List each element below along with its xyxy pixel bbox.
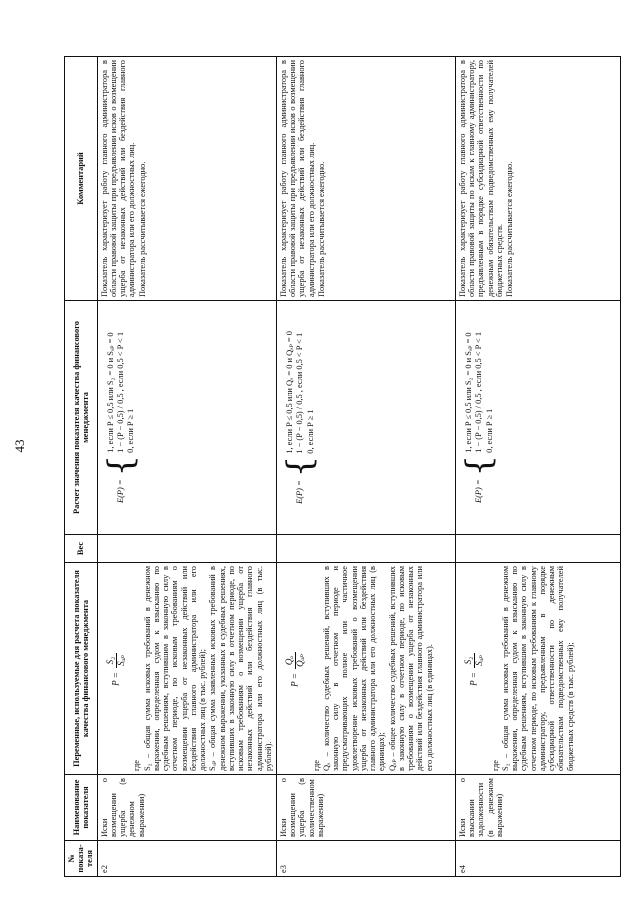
- row-vars: [456, 563, 621, 775]
- piecewise-formula: [100, 304, 141, 531]
- formula-denominator: Qₐₚ: [294, 654, 305, 667]
- row-vars: [97, 563, 276, 775]
- row-weight: [456, 535, 621, 563]
- row-vars: [277, 563, 456, 775]
- row-comment: [97, 57, 276, 301]
- calc-lhs: E(P) =: [474, 479, 484, 504]
- row-comment: [277, 57, 456, 301]
- formula-cases: [284, 331, 316, 454]
- table-row: [97, 57, 276, 877]
- row-calc: [277, 301, 456, 535]
- comment-text: Показатель характеризует работу главного администратора в области правовой защиты по искам к главному администратору, предъявленным в порядке субсидиарной ответственности по денежным обязательствам подведомственных ему получателей бюджетных средств.: [458, 60, 504, 297]
- header-row: [65, 57, 98, 877]
- variable-definition: Sₐₚ – общая сумма заявленных исковых требований в денежном выражении, указанных в судебных решениях, вступивших в законную силу в отчетном периоде, по исковым требованиям о возмещении ущерба от незаконных действий или бездействия главного администратора или его должностных лиц (в тыс. рублей).: [208, 566, 273, 771]
- row-calc: [456, 301, 621, 535]
- calc-case: 0, если P ≥ 1: [126, 408, 136, 453]
- variable-definition: S₂ – общая сумма исковых требований в денежном выражении, определенная судом к взысканию по судебным решениям, вступившим в законную силу в отчетном периоде, по исковым требованиям к главному администратору, предъявленным в порядке субсидиарной ответственности по денежным обязательствам подведомственных ему получателей бюджетных средств (в тыс. рублей);: [501, 566, 575, 771]
- variable-definition: Qₐ – количество судебных решений, вступивших в законную силу в отчетном периоде и предусматривающих полное или частичное удовлетворение исковых требований о возмещении ущерба от незаконных действий или бездействия главного администратора или его должностных лиц (в единицах);: [322, 566, 387, 771]
- page-number: 43: [12, 439, 27, 453]
- formula-denominator: Sₐₚ: [473, 655, 484, 666]
- where-label: где: [490, 760, 500, 771]
- row-calc: [97, 301, 276, 535]
- row-id: е4: [456, 841, 621, 877]
- formula-numerator: S₂: [464, 653, 475, 668]
- calc-lhs: E(P) =: [116, 479, 126, 504]
- calc-case: 1 − (P − 0,5) / 0,5 , если 0,5 < P < 1: [295, 332, 305, 454]
- header-name: Наименование показателя: [65, 775, 98, 841]
- header-num: № показа-теля: [65, 841, 98, 877]
- calc-case: 1, если P ≤ 0,5 или S₂ = 0 и Sₐₚ = 0: [464, 332, 474, 453]
- brace-symbol: {: [100, 454, 141, 477]
- variable-definition: S₂ – общая сумма исковых требований в денежном выражении, определенная судом к взысканию по судебным решениям, вступившим в законную силу в отчетном периоде, по исковым требованиям о возмещении ущерба от незаконных действий или бездействия главного администратора или его должностных лиц (в тыс. рублей);: [142, 566, 208, 771]
- header-weight: Вес: [65, 535, 98, 563]
- row-id: е2: [97, 841, 276, 877]
- formula-lhs: P =: [289, 673, 300, 687]
- brace-symbol: {: [459, 454, 499, 477]
- calc-case: 1 − (P − 0,5) / 0,5 , если 0,5 < P < 1: [474, 331, 484, 453]
- comment-frequency: Показатель рассчитывается ежегодно.: [505, 161, 515, 297]
- comment-frequency: Показатель рассчитывается ежегодно.: [316, 161, 326, 297]
- formula-lhs: P =: [110, 672, 121, 686]
- header-vars: Переменные, используемые для расчета показателя качества финансового менеджмента: [65, 563, 98, 775]
- formula-lhs: P =: [468, 672, 479, 686]
- row-weight: [97, 535, 276, 563]
- formula-numerator: S₂: [106, 653, 117, 668]
- ratio-formula: [464, 566, 485, 771]
- row-name: Иски о возмещении ущерба (в денежном выражении): [97, 775, 276, 841]
- row-weight: [277, 535, 456, 563]
- calc-case: 1, если P ≤ 0,5 или Qₐ = 0 и Qₐₚ = 0: [285, 331, 295, 454]
- formula-denominator: Sₐₚ: [115, 655, 126, 666]
- piecewise-formula: [459, 304, 499, 531]
- calc-case: 1, если P ≤ 0,5 или S₂ = 0 и Sₐₚ = 0: [105, 332, 115, 453]
- formula-fraction: [285, 652, 306, 669]
- comment-text: Показатель характеризует работу главного администратора в области правовой защиты при предъявлении исков о возмещении ущерба от незаконных действий или бездействия главного администратора или его должностных лиц.: [99, 60, 137, 297]
- formula-fraction: [106, 653, 127, 668]
- calc-case: 1 − (P − 0,5) / 0,5 , если 0,5 < P < 1: [116, 331, 126, 453]
- comment-text: Показатель характеризует работу главного администратора в области правовой защиты при предъявлении исков о возмещении ущерба от незаконных действий или бездействия главного администратора или его должностных лиц.: [279, 60, 316, 297]
- table-row: [277, 57, 456, 877]
- row-id: е3: [277, 841, 456, 877]
- formula-cases: [463, 332, 495, 453]
- row-name: Иски о взыскании задолженности (в денежном выражении): [456, 775, 621, 841]
- calc-case: 0, если P ≥ 1: [305, 409, 315, 454]
- header-calc: Расчет значения показателя качества финансового менеджмента: [65, 301, 98, 535]
- where-label: где: [311, 760, 321, 771]
- table-row: [456, 57, 621, 877]
- header-comment: Комментарий: [65, 57, 98, 301]
- indicator-table: [64, 56, 621, 877]
- ratio-formula: [106, 566, 127, 771]
- calc-lhs: E(P) =: [295, 480, 305, 504]
- piecewise-formula: [280, 304, 320, 531]
- brace-symbol: {: [280, 455, 320, 478]
- formula-numerator: Qₐ: [285, 652, 296, 669]
- ratio-formula: [285, 566, 306, 771]
- where-label: где: [132, 760, 142, 771]
- row-name: Иски о возмещении ущерба (в количественном выражении): [277, 775, 456, 841]
- row-comment: [456, 57, 621, 301]
- calc-case: 0, если P ≥ 1: [484, 408, 494, 453]
- formula-cases: [105, 332, 137, 453]
- formula-fraction: [464, 653, 485, 668]
- rotated-table-container: [64, 57, 619, 877]
- variable-definition: Qₐₚ – общее количество судебных решений, вступивших в законную силу в отчетном периоде, по исковым требованиям о возмещении ущерба от незаконных действий или бездействия главного администратора или его должностных лиц (в единицах).: [387, 566, 434, 771]
- comment-frequency: Показатель рассчитывается ежегодно.: [137, 161, 147, 297]
